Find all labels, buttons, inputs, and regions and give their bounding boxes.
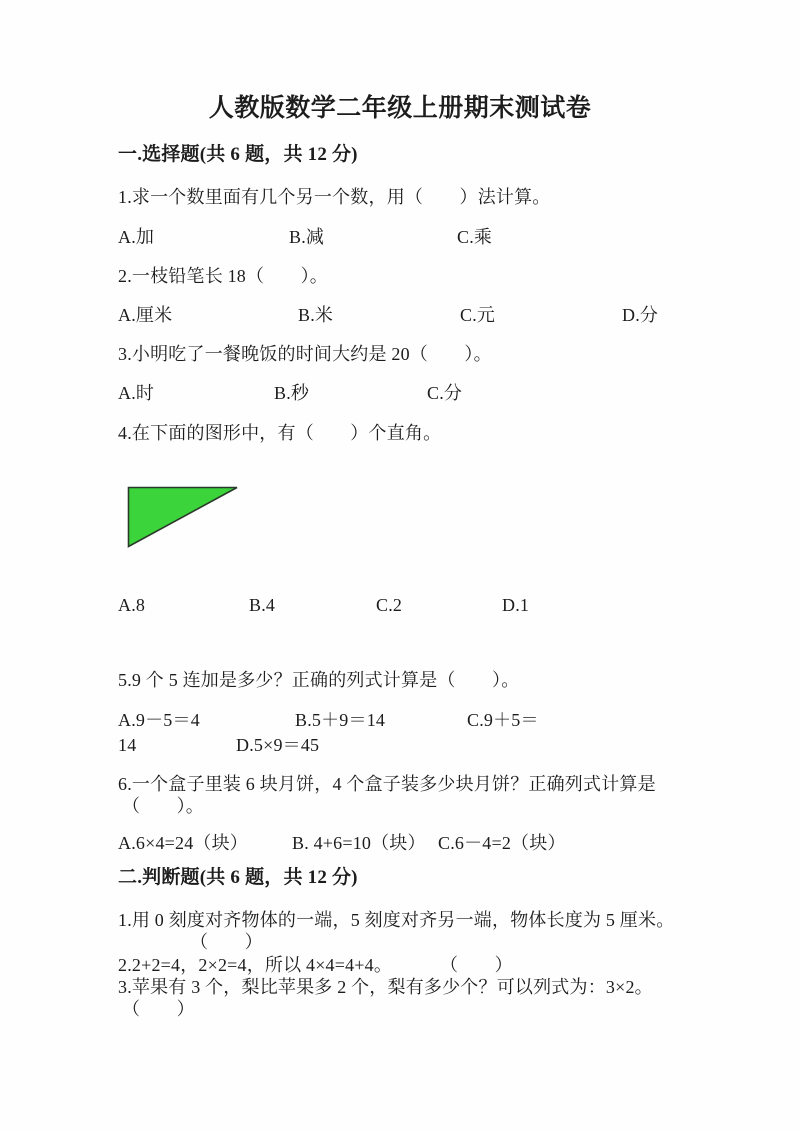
question-6-option-c: C.6－4=2（块）: [438, 833, 566, 853]
judge-2-row: [118, 954, 800, 976]
question-3-option-a: A.时: [118, 383, 155, 403]
question-1-option-a: A.加: [118, 227, 155, 247]
question-5-option-d: D.5×9＝45: [236, 735, 320, 755]
question-5-option-b: B.5＋9＝14: [295, 710, 386, 730]
section-2-heading: 二.判断题(共 6 题，共 12 分): [118, 867, 358, 888]
question-5-option-c-wrap: 14: [118, 735, 137, 755]
page-title: 人教版数学二年级上册期末测试卷: [208, 95, 592, 122]
question-4-option-c: C.2: [376, 595, 403, 615]
right-triangle-figure: [127, 486, 240, 549]
question-1-option-c: C.乘: [457, 227, 493, 247]
section-1-heading: 一.选择题(共 6 题，共 12 分): [118, 144, 358, 165]
question-6-option-a: A.6×4=24（块）: [118, 833, 249, 853]
question-6-option-b: B. 4+6=10（块）: [292, 833, 426, 853]
question-2-text: 2.一枝铅笔长 18（ ）。: [118, 266, 328, 286]
question-5-text: 5.9 个 5 连加是多少？正确的列式计算是（ ）。: [118, 670, 520, 690]
judge-1-text: 1.用 0 刻度对齐物体的一端，5 刻度对齐另一端，物体长度为 5 厘米。: [118, 910, 675, 930]
judge-3-blank: （ ）: [122, 999, 195, 1019]
question-4-option-a: A.8: [118, 595, 146, 615]
question-3-text: 3.小明吃了一餐晚饭的时间大约是 20（ ）。: [118, 344, 492, 364]
judge-2-text: 2.2+2=4，2×2=4，所以 4×4=4+4。: [118, 955, 393, 975]
question-4-options: [118, 594, 800, 616]
question-1-text: 1.求一个数里面有几个另一个数，用（ ）法计算。: [118, 187, 551, 207]
question-4-option-d: D.1: [502, 595, 530, 615]
judge-2-blank: （ ）: [440, 955, 513, 975]
judge-3-text: 3.苹果有 3 个，梨比苹果多 2 个，梨有多少个？可以列式为：3×2。: [118, 977, 653, 997]
question-2-option-b: B.米: [298, 305, 334, 325]
question-6-text-line1: 6.一个盒子里装 6 块月饼，4 个盒子装多少块月饼？正确列式计算是: [118, 774, 656, 794]
question-1-option-b: B.减: [289, 227, 325, 247]
question-6-options: [118, 832, 800, 854]
right-triangle-shape: [129, 488, 238, 547]
question-5-options-row1: [118, 709, 800, 731]
question-5-option-a: A.9－5＝4: [118, 710, 200, 730]
question-4-text: 4.在下面的图形中，有（ ）个直角。: [118, 423, 442, 443]
question-5-option-c: C.9＋5＝: [467, 710, 539, 730]
question-2-option-c: C.元: [460, 305, 496, 325]
question-3-options: [118, 382, 800, 404]
question-5-options-row2: [118, 734, 800, 756]
question-2-options: [118, 304, 800, 326]
question-2-option-a: A.厘米: [118, 305, 173, 325]
question-3-option-c: C.分: [427, 383, 463, 403]
question-6-text-line2: （ ）。: [122, 796, 204, 816]
question-4-option-b: B.4: [249, 595, 276, 615]
question-2-option-d: D.分: [622, 305, 659, 325]
question-3-option-b: B.秒: [274, 383, 310, 403]
question-1-options: [118, 226, 800, 248]
judge-1-blank: （ ）: [190, 932, 263, 952]
